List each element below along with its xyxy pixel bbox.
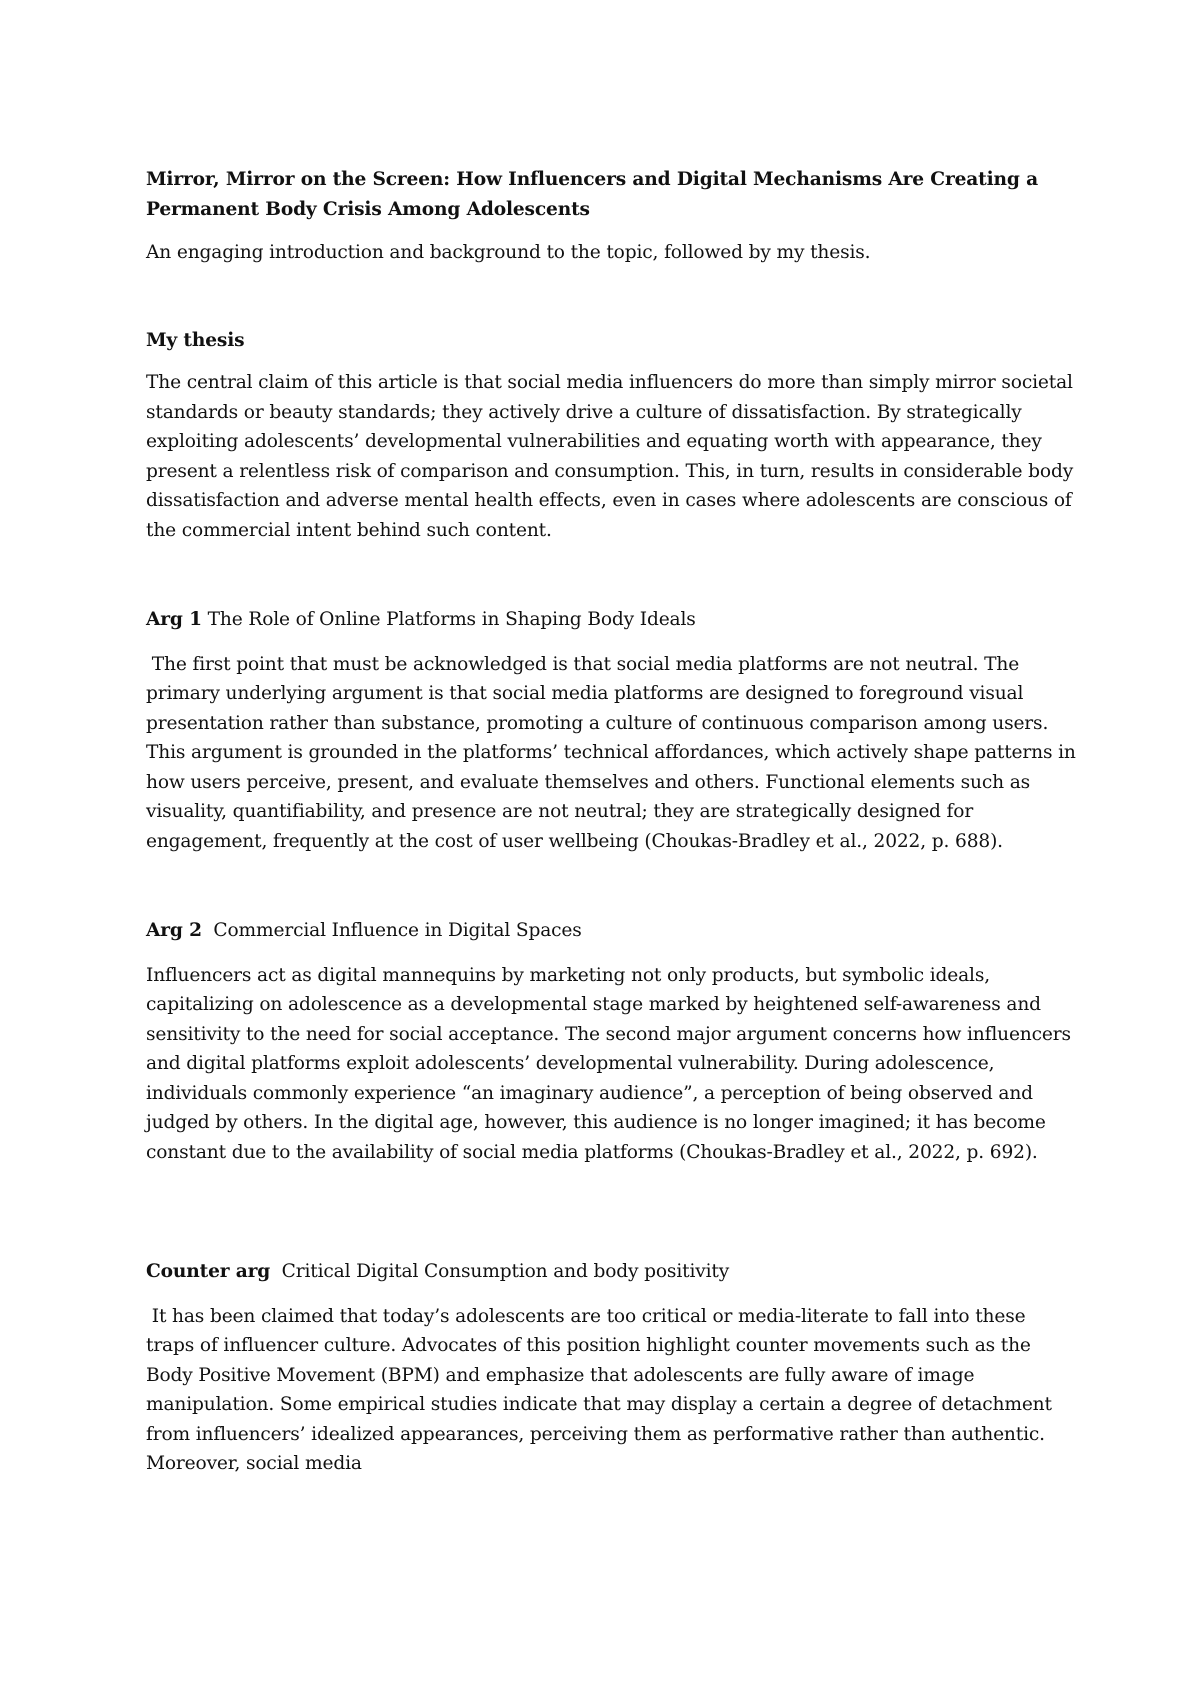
arg1-title: The Role of Online Platforms in Shaping Body Ideals <box>201 609 696 630</box>
arg1-heading <box>146 605 1076 635</box>
document-page <box>146 165 1082 1479</box>
intro-note: An engaging introduction and background to the topic, followed by my thesis. <box>146 242 871 263</box>
counter-arg-label: Counter arg <box>146 1261 271 1282</box>
arg2-paragraph: Influencers act as digital mannequins by marketing not only products, but symbolic ideals, capitalizing on adolescence as a developmental stage marked by heightened self-awareness and sensitivity to the need for social acceptance. The second major argument concerns how influencers and digital platforms exploit adolescents’ developmental vulnerability. During adolescence, individuals commonly experience “an imaginary audience”, a perception of being observed and judged by others. In the digital age, however, this audience is no longer imagined; it has become constant due to the availability of social media platforms (Choukas-Bradley et al., 2022, p. 692). <box>146 964 1071 1163</box>
arg1-paragraph: The first point that must be acknowledged is that social media platforms are not neutral. The primary underlying argument is that social media platforms are designed to foreground visual presentation rather than substance, promoting a culture of continuous comparison among users. This argument is grounded in the platforms’ technical affordances, which actively shape patterns in how users perceive, present, and evaluate themselves and others. Functional elements such as visuality, quantifiability, and presence are not neutral; they are strategically designed for engagement, frequently at the cost of user wellbeing (Choukas-Bradley et al., 2022, p. 688). <box>146 653 1082 852</box>
arg2-label: Arg 2 <box>146 920 202 941</box>
arg2-title: Commercial Influence in Digital Spaces <box>201 920 582 941</box>
thesis-heading-label: My thesis <box>146 329 245 351</box>
counter-arg-heading <box>146 1257 1076 1287</box>
document-title: Mirror, Mirror on the Screen: How Influencers and Digital Mechanisms Are Creating a Permanent Body Crisis Among Adolescents <box>146 169 1038 220</box>
counter-arg-paragraph: It has been claimed that today’s adolescents are too critical or media-literate to fall into these traps of influencer culture. Advocates of this position highlight counter movements such as the Body Positive Movement (BPM) and emphasize that adolescents are fully aware of image manipulation. Some empirical studies indicate that may display a certain a degree of detachment from influencers’ idealized appearances, perceiving them as performative rather than authentic. Moreover, social media <box>146 1305 1058 1474</box>
thesis-heading <box>146 326 1076 356</box>
arg1-label: Arg 1 <box>146 609 202 630</box>
thesis-paragraph: The central claim of this article is that social media influencers do more than simply mirror societal standards or beauty standards; they actively drive a culture of dissatisfaction. By strategically exploiting adolescents’ developmental vulnerabilities and equating worth with appearance, they present a relentless risk of comparison and consumption. This, in turn, results in considerable body dissatisfaction and adverse mental health effects, even in cases where adolescents are conscious of the commercial intent behind such content. <box>146 372 1074 541</box>
arg2-heading <box>146 916 1076 946</box>
counter-arg-title: Critical Digital Consumption and body positivity <box>270 1261 730 1282</box>
